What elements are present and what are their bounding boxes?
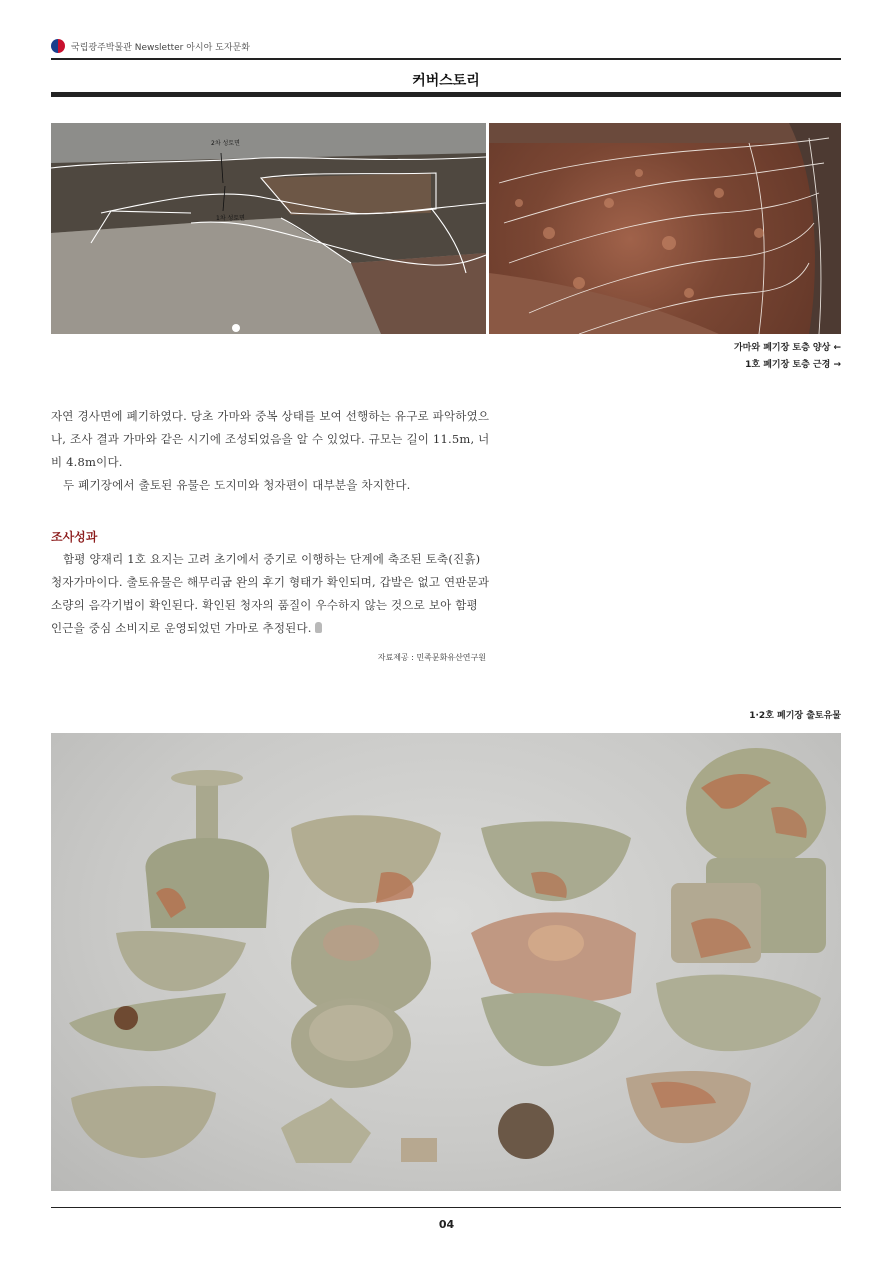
taegeuk-emblem-icon <box>51 39 65 53</box>
title-rule <box>51 92 841 97</box>
kiln-layer-photo <box>51 123 486 334</box>
bottom-photo-caption: 1·2호 폐기장 출토유물 <box>749 711 841 721</box>
header-rule <box>51 58 841 60</box>
top-photo-caption-2: 1호 폐기장 토층 근경 → <box>745 360 841 370</box>
end-mark-icon <box>315 622 322 633</box>
publication-header <box>51 36 841 56</box>
body-paragraph-3 <box>51 548 491 640</box>
section-subhead: 조사성과 <box>51 530 98 544</box>
body-paragraph-3-text: 함평 양재리 1호 요지는 고려 초기에서 중기로 이행하는 단계에 축조된 토축(진흙) 청자가마이다. 출토유물은 해무리굽 완의 후기 형태가 확인되며, 갑발은 없고 연판문과 소량의 음각기법이 확인된다. 확인된 청자의 품질이 우수하지 않는 것으로 보아 함평 인근을 중심 소비지로 운영되었던 가마로 추정된다. <box>51 552 490 635</box>
publication-name: 국립광주박물관 Newsletter 아시아 도자문화 <box>71 42 250 53</box>
section-title: 커버스토리 <box>412 73 480 89</box>
top-photo-caption-1: 가마와 폐기장 토층 양상 ← <box>733 343 841 353</box>
body-paragraph-1-block <box>51 405 491 497</box>
kiln-layer-illustration <box>51 123 486 334</box>
waste-heap-photo <box>489 123 841 334</box>
source-credit: 자료제공 : 민족문화유산연구원 <box>377 653 486 662</box>
page-number: 04 <box>438 1218 455 1231</box>
waste-heap-illustration <box>489 123 841 334</box>
first-layer-label: 1차 성토면 <box>216 215 245 222</box>
second-layer-label: 2차 성토면 <box>211 140 240 147</box>
footer-rule <box>51 1207 841 1208</box>
body-paragraph-2: 두 폐기장에서 출토된 유물은 도지미와 청자편이 대부분을 차지한다. <box>63 478 411 492</box>
excavated-ceramics-photo <box>51 733 841 1191</box>
ceramics-illustration <box>51 733 841 1191</box>
body-paragraph-1: 자연 경사면에 폐기하였다. 당초 가마와 중복 상태를 보여 선행하는 유구로 파악하였으나, 조사 결과 가마와 같은 시기에 조성되었음을 알 수 있었다. 규모는 길이 11.5m, 너비 4.8m이다. <box>51 409 490 469</box>
body-paragraph-3-block <box>51 548 491 640</box>
